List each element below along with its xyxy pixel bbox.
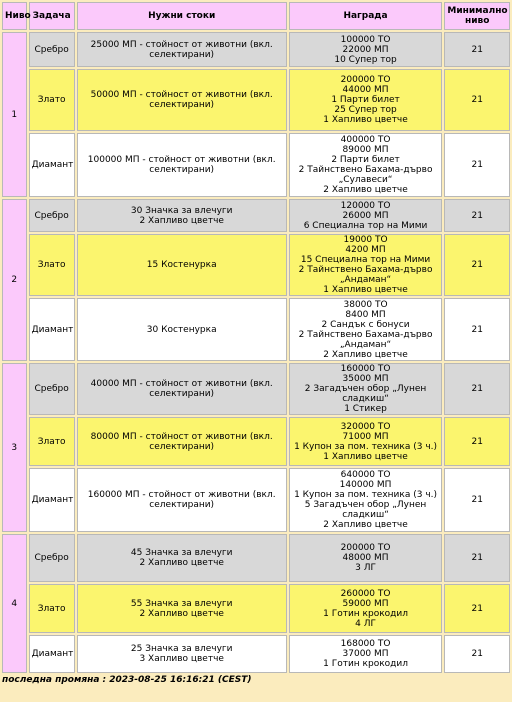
reward-line: 120000 ТО <box>340 200 391 211</box>
min-level-cell: 21 <box>444 584 510 633</box>
goods-line: 2 Хапливо цветче <box>139 608 224 619</box>
reward-cell <box>289 69 443 131</box>
min-level-cell: 21 <box>444 635 510 673</box>
goods-line: 3 Хапливо цветче <box>139 654 224 664</box>
quest-row <box>2 69 510 131</box>
goods-line: 2 Хапливо цветче <box>139 558 224 568</box>
goods-line: 15 Костенурка <box>146 260 217 270</box>
header-level: Ниво <box>2 2 27 30</box>
min-level-cell: 21 <box>444 32 510 67</box>
min-level-cell: 21 <box>444 199 510 232</box>
goods-line: 45 Значка за влечуги <box>130 548 233 558</box>
reward-line: 2 Тайнствено Бахама-дърво <box>298 329 433 340</box>
goods-cell <box>77 298 287 361</box>
reward-line: 160000 ТО <box>340 364 391 374</box>
reward-line: 19000 ТО <box>343 235 388 245</box>
goods-cell <box>77 635 287 673</box>
reward-line: 1 Купон за пом. техника (3 ч.) <box>294 441 438 452</box>
goods-line: 30 Костенурка <box>146 324 217 335</box>
reward-line: 100000 ТО <box>340 34 391 45</box>
quest-row <box>2 468 510 532</box>
reward-line: 2 Тайнствено Бахама-дърво <box>298 165 433 175</box>
reward-line: 48000 МП <box>342 553 389 563</box>
task-cell: Злато <box>29 417 75 466</box>
min-level-cell: 21 <box>444 417 510 466</box>
reward-line: 320000 ТО <box>340 421 391 432</box>
level-cell: 4 <box>2 534 27 673</box>
reward-cell <box>289 363 443 415</box>
reward-line: 640000 ТО <box>340 470 391 480</box>
quest-row <box>2 133 510 197</box>
quest-body <box>2 32 510 673</box>
reward-line: 25 Супер тор <box>334 105 397 115</box>
min-level-cell: 21 <box>444 133 510 197</box>
reward-line: 3 ЛГ <box>355 563 376 573</box>
reward-line: 5 Загадъчен обор „Лунен <box>304 500 427 510</box>
reward-line: 4 ЛГ <box>355 618 376 629</box>
header-reward: Награда <box>289 2 443 30</box>
reward-cell <box>289 298 443 361</box>
min-level-cell: 21 <box>444 234 510 296</box>
reward-line: 400000 ТО <box>340 135 391 145</box>
reward-line: 1 Хапливо цветче <box>323 451 408 462</box>
quest-row <box>2 635 510 673</box>
goods-line: 100000 МП - стойност от животни (вкл. <box>87 155 276 165</box>
min-level-cell: 21 <box>444 69 510 131</box>
goods-line: селектирани) <box>149 100 215 110</box>
task-cell: Диамант <box>29 298 75 361</box>
goods-line: селектирани) <box>149 49 215 60</box>
goods-cell <box>77 234 287 296</box>
reward-line: 1 Купон за пом. техника (3 ч.) <box>294 490 438 500</box>
goods-cell <box>77 584 287 633</box>
min-level-cell: 21 <box>444 298 510 361</box>
quest-row <box>2 363 510 415</box>
reward-line: 4200 МП <box>345 245 386 255</box>
goods-line: 25 Значка за влечуги <box>130 644 233 654</box>
level-cell: 2 <box>2 199 27 361</box>
reward-line: 44000 МП <box>342 85 389 95</box>
reward-cell <box>289 417 443 466</box>
reward-line: 10 Супер тор <box>334 54 397 65</box>
goods-cell <box>77 468 287 532</box>
goods-line: 50000 МП - стойност от животни (вкл. <box>90 90 273 100</box>
quest-row <box>2 534 510 582</box>
goods-line: селектирани) <box>149 165 215 175</box>
goods-line: 30 Значка за влечуги <box>130 205 233 216</box>
goods-cell <box>77 534 287 582</box>
task-cell: Диамант <box>29 635 75 673</box>
reward-line: 2 Парти билет <box>331 155 400 165</box>
goods-line: 80000 МП - стойност от животни (вкл. <box>90 431 273 442</box>
min-level-cell: 21 <box>444 534 510 582</box>
reward-line: 1 Парти билет <box>331 95 400 105</box>
reward-cell <box>289 199 443 232</box>
reward-line: 168000 ТО <box>340 639 391 649</box>
header-min-level: Минимално ниво <box>444 2 510 30</box>
reward-line: 2 Хапливо цветче <box>323 349 408 360</box>
task-cell: Сребро <box>29 199 75 232</box>
level-cell: 1 <box>2 32 27 197</box>
reward-cell <box>289 468 443 532</box>
reward-line: 71000 МП <box>342 431 389 442</box>
task-cell: Злато <box>29 69 75 131</box>
header-goods: Нужни стоки <box>77 2 287 30</box>
goods-line: 40000 МП - стойност от животни (вкл. <box>90 379 273 389</box>
reward-line: 89000 МП <box>342 145 389 155</box>
reward-cell <box>289 133 443 197</box>
reward-line: 140000 МП <box>339 480 392 490</box>
reward-cell <box>289 32 443 67</box>
reward-line: „Сулавеси“ <box>338 175 393 185</box>
reward-line: 2 Хапливо цветче <box>323 520 408 530</box>
reward-cell <box>289 584 443 633</box>
reward-line: 200000 ТО <box>340 75 391 85</box>
reward-line: 38000 ТО <box>343 299 388 310</box>
goods-cell <box>77 417 287 466</box>
goods-line: селектирани) <box>149 500 215 510</box>
reward-line: 2 Загадъчен обор „Лунен <box>304 384 427 394</box>
task-cell: Сребро <box>29 363 75 415</box>
reward-cell <box>289 234 443 296</box>
goods-line: 2 Хапливо цветче <box>139 215 224 226</box>
goods-cell <box>77 133 287 197</box>
quest-row <box>2 298 510 361</box>
goods-line: селектирани) <box>149 389 215 399</box>
task-cell: Диамант <box>29 133 75 197</box>
reward-line: 6 Специална тор на Мими <box>303 220 428 231</box>
reward-line: 1 Стикер <box>344 404 387 414</box>
goods-line: 55 Значка за влечуги <box>130 598 233 609</box>
reward-line: сладкиш“ <box>342 394 389 404</box>
header-task: Задача <box>29 2 75 30</box>
reward-line: „Андаман“ <box>339 275 392 285</box>
reward-line: 35000 МП <box>342 374 389 384</box>
reward-line: сладкиш“ <box>342 510 389 520</box>
reward-line: 1 Готин крокодил <box>323 659 408 669</box>
goods-cell <box>77 199 287 232</box>
quest-row <box>2 417 510 466</box>
quest-row <box>2 32 510 67</box>
reward-cell <box>289 635 443 673</box>
reward-line: 15 Специална тор на Мими <box>300 255 431 265</box>
quest-row <box>2 584 510 633</box>
goods-line: 25000 МП - стойност от животни (вкл. <box>90 39 273 50</box>
last-modified: последна промяна : 2023-08-25 16:16:21 (CEST) <box>2 675 252 685</box>
quest-row <box>2 199 510 232</box>
level-cell: 3 <box>2 363 27 532</box>
quest-row <box>2 234 510 296</box>
task-cell: Сребро <box>29 32 75 67</box>
reward-line: 1 Хапливо цветче <box>323 285 408 295</box>
reward-line: 22000 МП <box>342 44 389 55</box>
reward-line: 2 Сандък с бонуси <box>321 319 410 330</box>
task-cell: Сребро <box>29 534 75 582</box>
reward-line: 200000 ТО <box>340 543 391 553</box>
reward-line: 26000 МП <box>342 210 389 221</box>
task-cell: Диамант <box>29 468 75 532</box>
reward-line: 1 Хапливо цветче <box>323 115 408 125</box>
reward-line: „Андаман“ <box>339 339 392 350</box>
goods-cell <box>77 69 287 131</box>
goods-line: селектирани) <box>149 441 215 452</box>
task-cell: Злато <box>29 584 75 633</box>
reward-line: 1 Готин крокодил <box>323 608 408 619</box>
goods-cell <box>77 32 287 67</box>
reward-line: 59000 МП <box>342 598 389 609</box>
task-cell: Злато <box>29 234 75 296</box>
goods-line: 160000 МП - стойност от животни (вкл. <box>87 490 276 500</box>
reward-line: 8400 МП <box>345 309 386 320</box>
header-row <box>2 2 510 30</box>
min-level-cell: 21 <box>444 363 510 415</box>
reward-line: 260000 ТО <box>340 588 391 599</box>
reward-line: 2 Тайнствено Бахама-дърво <box>298 265 433 275</box>
goods-cell <box>77 363 287 415</box>
reward-cell <box>289 534 443 582</box>
min-level-cell: 21 <box>444 468 510 532</box>
reward-line: 2 Хапливо цветче <box>323 185 408 195</box>
reward-line: 37000 МП <box>342 649 389 659</box>
